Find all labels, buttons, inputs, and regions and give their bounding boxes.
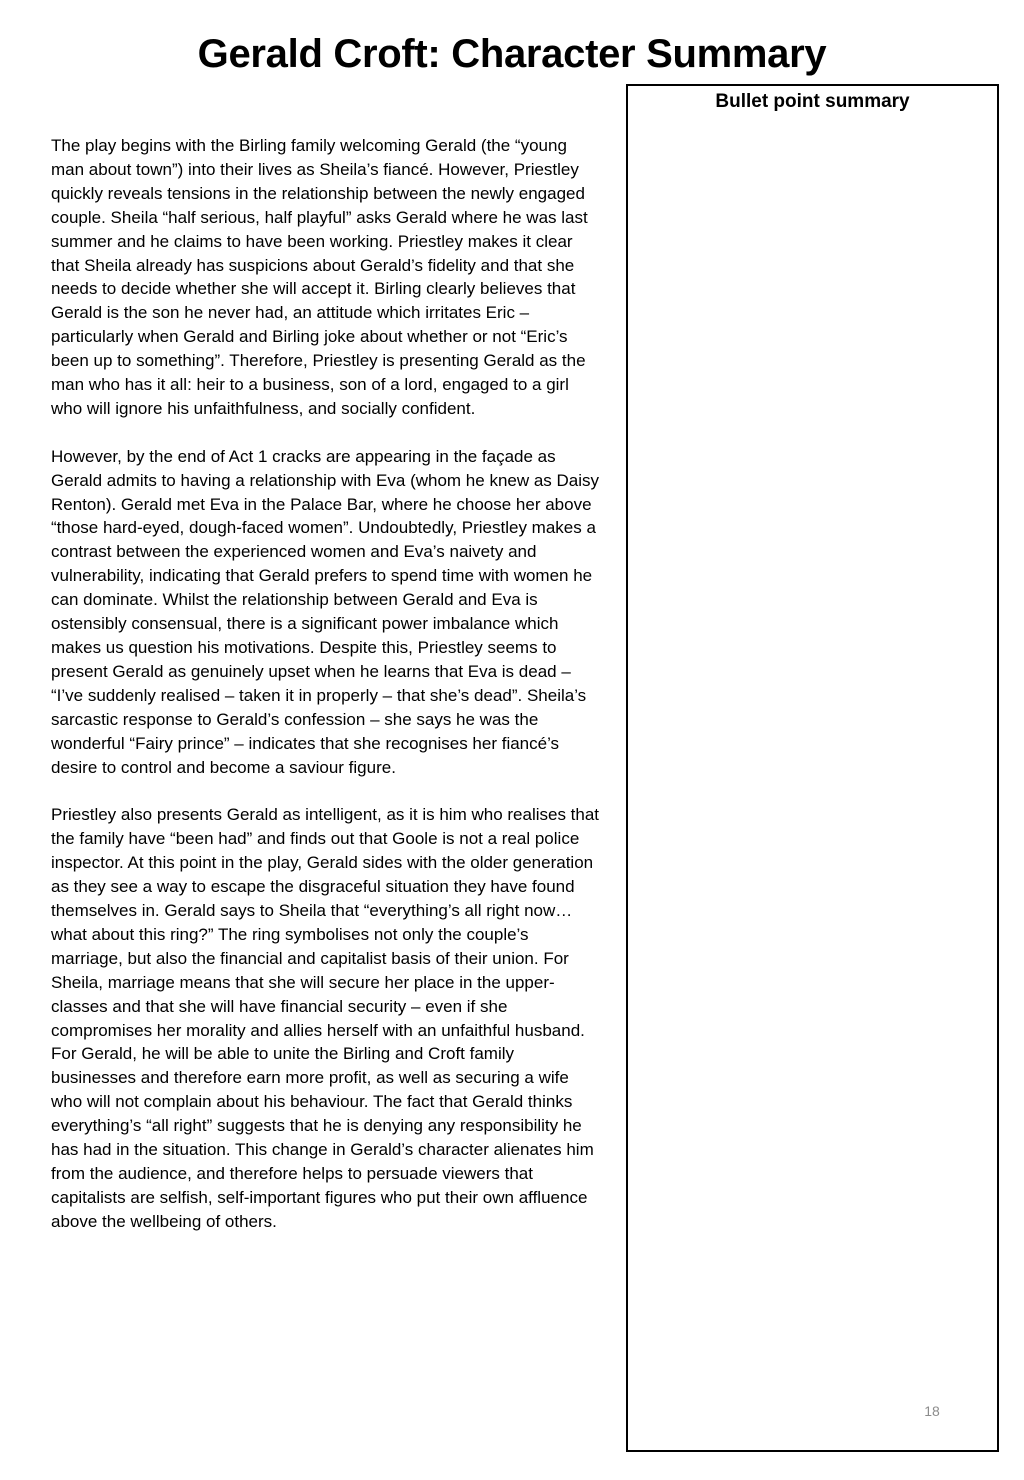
page-number: 18 (924, 1403, 940, 1419)
paragraph-2: However, by the end of Act 1 cracks are appearing in the façade as Gerald admits to having a relationship with Eva (whom he knew as Daisy Renton). Gerald met Eva in the Palace Bar, where he choose her above “those hard-eyed, dough-faced women”. Undoubtedly, Priestley makes a contrast between the experienced women and Eva’s naivety and vulnerability, indicating that Gerald prefers to spend time with women he can dominate. Whilst the relationship between Gerald and Eva is ostensibly consensual, there is a significant power imbalance which makes us question his motivations. Despite this, Priestley seems to present Gerald as genuinely upset when he learns that Eva is dead – “I’ve suddenly realised – taken it in properly – that she’s dead”. Sheila’s sarcastic response to Gerald’s confession – she says he was the wonderful “Fairy prince” – indicates that she recognises her fiancé’s desire to control and become a saviour figure. (51, 446, 600, 777)
paragraph-1: The play begins with the Birling family welcoming Gerald (the “young man about town”) into their lives as Sheila’s fiancé. However, Priestley quickly reveals tensions in the relationship between the newly engaged couple. Sheila “half serious, half playful” asks Gerald where he was last summer and he claims to have been working. Priestley makes it clear that Sheila already has suspicions about Gerald’s fidelity and that she needs to decide whether she will accept it. Birling clearly believes that Gerald is the son he never had, an attitude which irritates Eric – particularly when Gerald and Birling joke about whether or not “Eric’s been up to something”. Therefore, Priestley is presenting Gerald as the man who has it all: heir to a business, son of a lord, engaged to a girl who will ignore his unfaithfulness, and socially confident. (51, 136, 588, 418)
body-text (51, 134, 603, 1258)
paragraph-3: Priestley also presents Gerald as intelligent, as it is him who realises that the family have “been had” and finds out that Goole is not a real police inspector. At this point in the play, Gerald sides with the older generation as they see a way to escape the disgraceful situation they have found themselves in. Gerald says to Sheila that “everything’s all right now… what about this ring?” The ring symbolises not only the couple’s marriage, but also the financial and capitalist basis of their union. For Sheila, marriage means that she will secure her place in the upper-classes and that she will have financial security – even if she compromises her morality and allies herself with an unfaithful husband. For Gerald, he will be able to unite the Birling and Croft family businesses and therefore earn more profit, as well as securing a wife who will not complain about his behaviour. The fact that Gerald thinks everything’s “all right” suggests that he is denying any responsibility he has had in the situation. This change in Gerald’s character alienates him from the audience, and therefore helps to persuade viewers that capitalists are selfish, self-important figures who put their own affluence above the wellbeing of others. (51, 805, 600, 1231)
page-title: Gerald Croft: Character Summary (197, 32, 827, 76)
bullet-summary-box[interactable] (626, 84, 999, 1452)
bullet-summary-heading: Bullet point summary (715, 91, 910, 112)
